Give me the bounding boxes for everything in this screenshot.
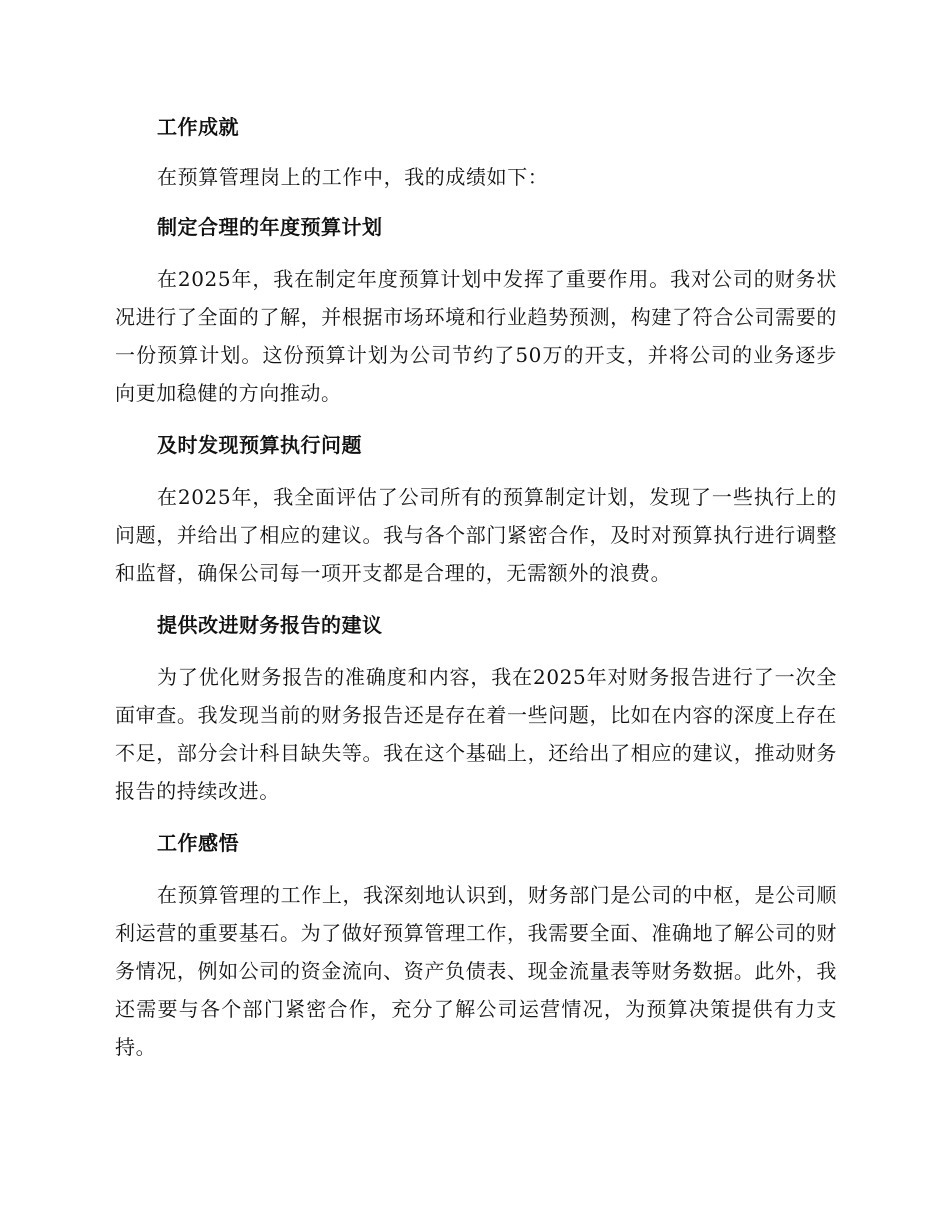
section-heading-budget-execution-issues: 及时发现预算执行问题 <box>157 433 362 457</box>
section-paragraph-work-reflections: 在预算管理的工作上，我深刻地认识到，财务部门是公司的中枢，是公司顺利运营的重要基石。为了做好预算管理工作，我需要全面、准确地了解公司的财务情况，例如公司的资金流向、资产负债表、现金流量表等财务数据。此外，我还需要与各个部门紧密合作，充分了解公司运营情况，为预算决策提供有力支持。 <box>115 883 837 1059</box>
document-body <box>115 108 837 1066</box>
section-paragraph-budget-execution-issues: 在2025年，我全面评估了公司所有的预算制定计划，发现了一些执行上的问题，并给出了相应的建议。我与各个部门紧密合作，及时对预算执行进行调整和监督，确保公司每一项开支都是合理的，无需额外的浪费。 <box>115 485 837 585</box>
section-heading-work-reflections: 工作感悟 <box>157 831 239 855</box>
section-heading-work-achievements: 工作成就 <box>157 115 239 139</box>
section-paragraph-annual-budget-plan: 在2025年，我在制定年度预算计划中发挥了重要作用。我对公司的财务状况进行了全面的了解，并根据市场环境和行业趋势预测，构建了符合公司需要的一份预算计划。这份预算计划为公司节约了50万的开支，并将公司的业务逐步向更加稳健的方向推动。 <box>115 267 837 405</box>
section-paragraph-work-achievements: 在预算管理岗上的工作中，我的成绩如下： <box>157 165 549 189</box>
section-heading-annual-budget-plan: 制定合理的年度预算计划 <box>157 215 383 239</box>
section-paragraph-financial-report-suggestions: 为了优化财务报告的准确度和内容，我在2025年对财务报告进行了一次全面审查。我发现当前的财务报告还是存在着一些问题，比如在内容的深度上存在不足，部分会计科目缺失等。我在这个基础上，还给出了相应的建议，推动财务报告的持续改进。 <box>115 665 837 803</box>
section-heading-financial-report-suggestions: 提供改进财务报告的建议 <box>157 613 383 637</box>
